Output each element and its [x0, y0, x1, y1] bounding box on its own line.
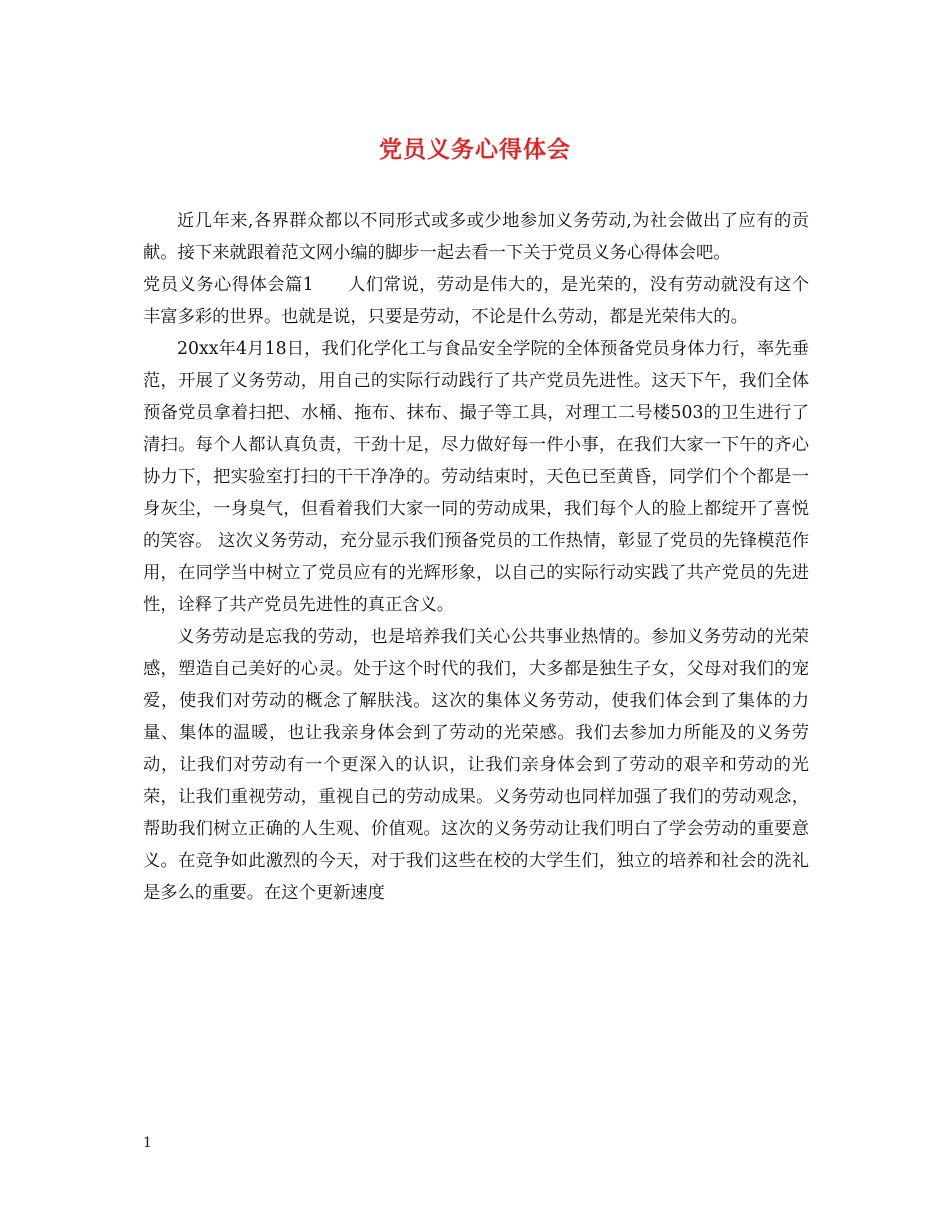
- intro-paragraph: 近几年来,各界群众都以不同形式或多或少地参加义务劳动,为社会做出了应有的贡献。接下来就跟着范文网小编的脚步一起去看一下关于党员义务心得体会吧。: [143, 211, 809, 263]
- document-body: [143, 205, 809, 909]
- activity-paragraph: 20xx年4月18日，我们化学化工与食品安全学院的全体预备党员身体力行，率先垂范，开展了义务劳动，用自己的实际行动践行了共产党员先进性。这天下午，我们全体预备党员拿着扫把、水桶、拖布、抹布、撮子等工具，对理工二号楼503的卫生进行了清扫。每个人都认真负责，干劲十足，尽力做好每一件小事，在我们大家一下午的齐心协力下，把实验室打扫的干干净净的。劳动结束时，天色已至黄昏，同学们个个都是一身灰尘，一身臭气，但看着我们大家一同的劳动成果，我们每个人的脸上都绽开了喜悦的笑容。 这次义务劳动，充分显示我们预备党员的工作热情，彰显了党员的先锋模范作用，在同学当中树立了党员应有的光辉形象，以自己的实际行动实践了共产党员的先进性，诠释了共产党员先进性的真正含义。: [143, 339, 809, 615]
- section-paragraph: [143, 269, 809, 333]
- document-title: 党员义务心得体会: [379, 136, 571, 163]
- reflection-paragraph: 义务劳动是忘我的劳动，也是培养我们关心公共事业热情的。参加义务劳动的光荣感，塑造自己美好的心灵。处于这个时代的我们，大多都是独生子女，父母对我们的宠爱，使我们对劳动的概念了解肤浅。这次的集体义务劳动，使我们体会到了集体的力量、集体的温暖，也让我亲身体会到了劳动的光荣感。我们去参加力所能及的义务劳动，让我们对劳动有一个更深入的认识，让我们亲身体会到了劳动的艰辛和劳动的光荣，让我们重视劳动，重视自己的劳动成果。义务劳动也同样加强了我们的劳动观念，帮助我们树立正确的人生观、价值观。这次的义务劳动让我们明白了学会劳动的重要意义。在竞争如此激烈的今天，对于我们这些在校的大学生们，独立的培养和社会的洗礼是多么的重要。在这个更新速度: [143, 627, 809, 903]
- section-text: 人们常说，劳动是伟大的，是光荣的，没有劳动就没有这个丰富多彩的世界。也就是说，只要是劳动，不论是什么劳动，都是光荣伟大的。: [143, 275, 809, 327]
- section-heading: 党员义务心得体会篇1: [143, 275, 314, 295]
- page-number: 1: [143, 1135, 152, 1151]
